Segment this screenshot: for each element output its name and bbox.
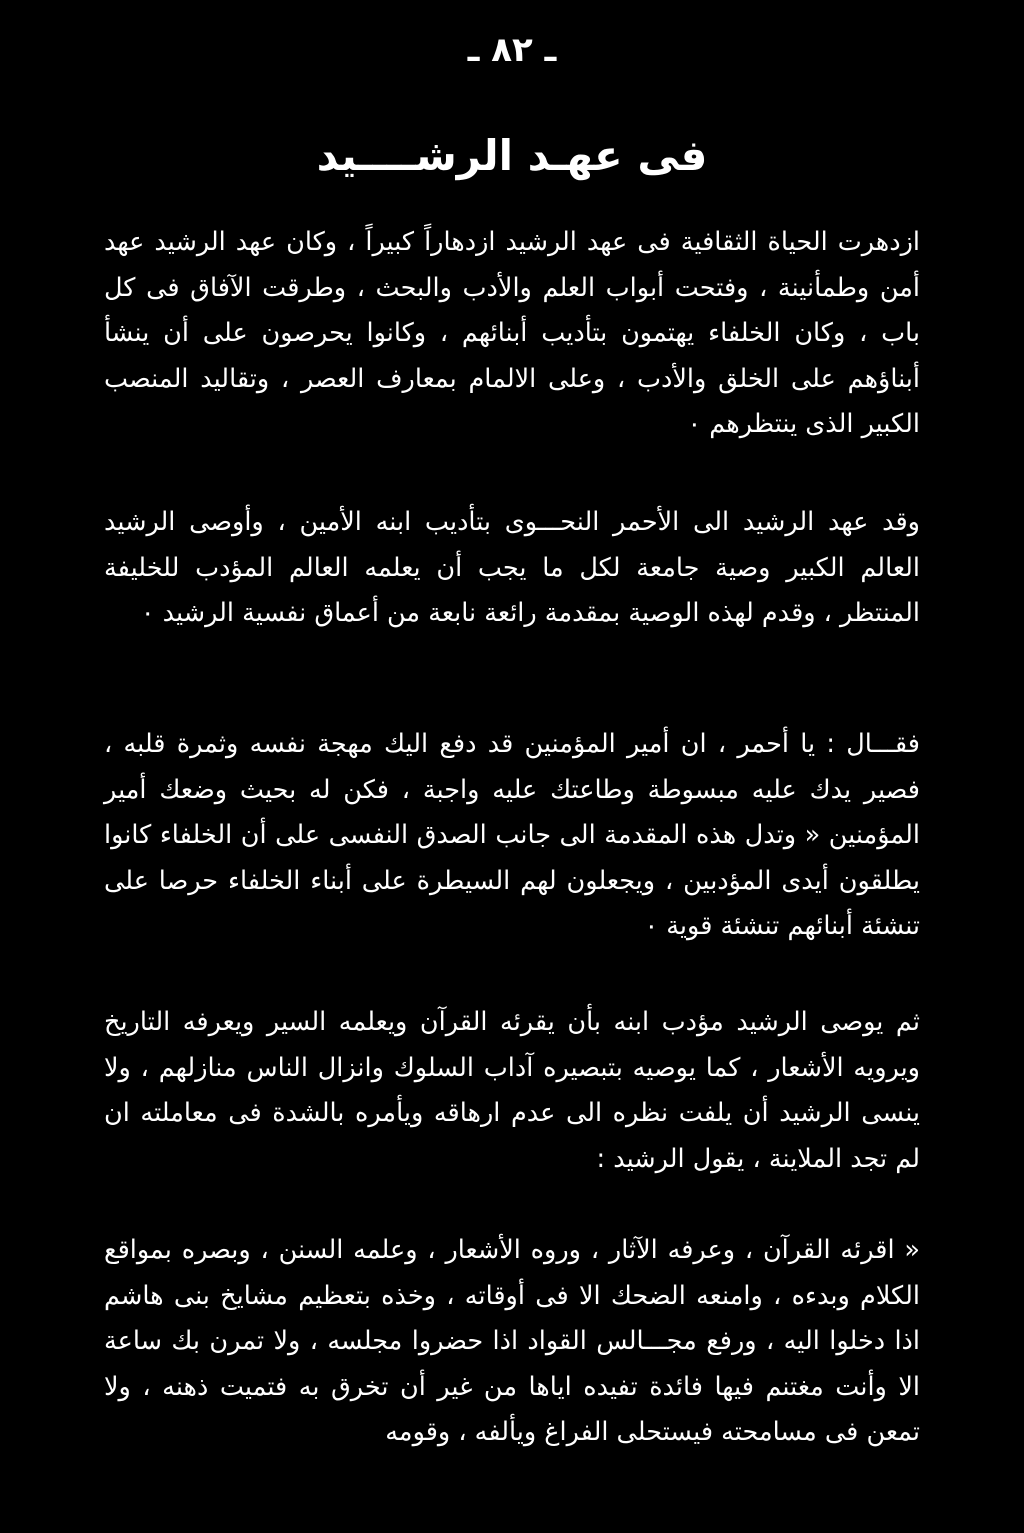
page-number: ـ ٨٢ ـ xyxy=(467,30,557,70)
paragraph: فقـــال : يا أحمر ، ان أمير المؤمنين قد دفع اليك مهجة نفسه وثمرة قلبه ، فصير يدك عليه مبسوطة وطاعتك عليه واجبة ، فكن له بحيث وضعك أمير المؤمنين « وتدل هذه المقدمة الى جانب الصدق النفسى على أن الخلفاء كانوا يطلقون أيدى المؤدبين ، ويجعلون لهم السيطرة على أبناء الخلفاء حرصا على تنشئة أبنائهم تنشئة قوية ٠ xyxy=(104,729,920,941)
paragraph: ثم يوصى الرشيد مؤدب ابنه بأن يقرئه القرآن ويعلمه السير ويعرفه التاريخ ويرويه الأشعار ، كما يوصيه بتبصيره آداب السلوك وانزال الناس منازلهم ، ولا ينسى الرشيد أن يلفت نظره الى عدم ارهاقه ويأمره بالشدة فى معاملته ان لم تجد الملاينة ، يقول الرشيد : xyxy=(104,1007,920,1174)
chapter-title: فى عهـد الرشــــيد xyxy=(316,131,708,180)
paragraph: « اقرئه القرآن ، وعرفه الآثار ، وروه الأشعار ، وعلمه السنن ، وبصره بمواقع الكلام وبدءه ، وامنعه الضحك الا فى أوقاته ، وخذه بتعظيم مشايخ بنى هاشم اذا دخلوا اليه ، ورفع مجـــالس القواد اذا حضروا مجلسه ، ولا تمرن بك ساعة الا وأنت مغتنم فيها فائدة تفيده اياها من غير أن تخرق به فتميت ذهنه ، ولا تمعن فى مسامحته فيستحلى الفراغ ويألفه ، وقومه xyxy=(104,1235,920,1447)
paragraph: وقد عهد الرشيد الى الأحمر النحـــوى بتأديب ابنه الأمين ، وأوصى الرشيد العالم الكبير وصية جامعة لكل ما يجب أن يعلمه العالم المؤدب للخليفة المنتظر ، وقدم لهذه الوصية بمقدمة رائعة نابعة من أعماق نفسية الرشيد ٠ xyxy=(104,507,920,628)
paragraph: ازدهرت الحياة الثقافية فى عهد الرشيد ازدهاراً كبيراً ، وكان عهد الرشيد عهد أمن وطمأنينة ، وفتحت أبواب العلم والأدب والبحث ، وطرقت الآفاق فى كل باب ، وكان الخلفاء يهتمون بتأديب أبنائهم ، وكانوا يحرصون على أن ينشأ أبناؤهم على الخلق والأدب ، وعلى الالمام بمعارف العصر ، وتقاليد المنصب الكبير الذى ينتظرهم ٠ xyxy=(104,227,920,439)
